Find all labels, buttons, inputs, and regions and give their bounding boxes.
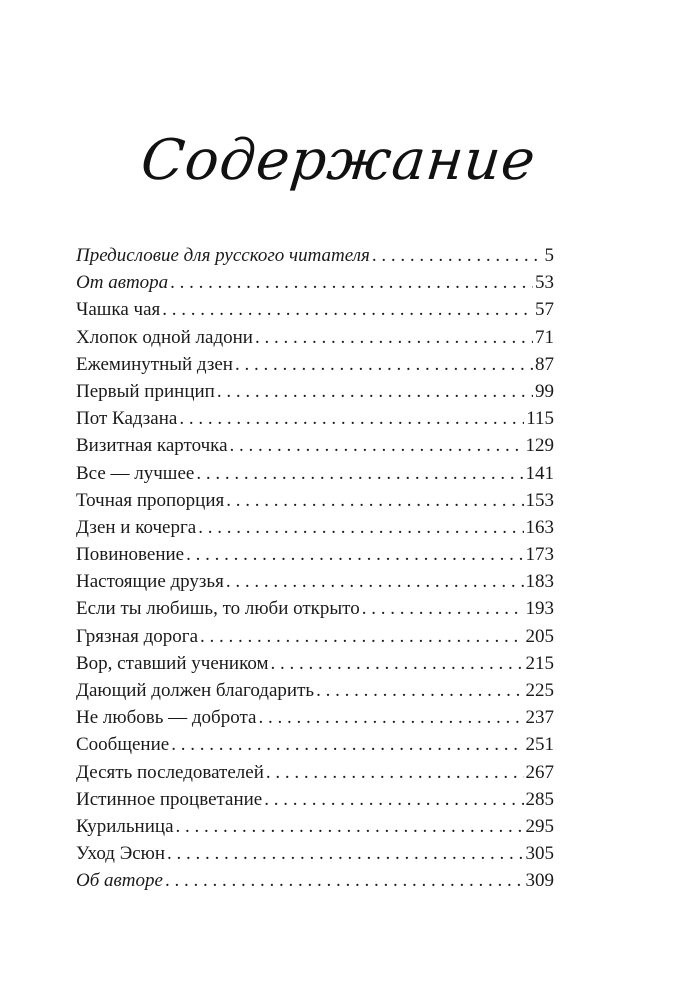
toc-entry[interactable] (76, 759, 554, 786)
toc-entry[interactable] (76, 731, 554, 758)
toc-entry-page-number: 5 (544, 245, 554, 266)
toc-entry-page-number: 205 (525, 625, 554, 647)
toc-entry-page-number: 71 (535, 326, 554, 348)
toc-entry[interactable] (76, 269, 554, 296)
toc-entry-page-number: 99 (535, 380, 554, 402)
toc-entry[interactable] (76, 650, 554, 677)
toc-entry-page-number: 53 (535, 272, 554, 294)
toc-entry-page-number: 295 (525, 815, 554, 837)
toc-entry-title: Ежеминутный дзен (76, 353, 233, 375)
dot-leader (316, 677, 523, 704)
dot-leader (372, 242, 543, 269)
dot-leader (176, 813, 524, 840)
dot-leader (198, 514, 523, 541)
toc-entry-title: Грязная дорога (76, 625, 199, 647)
toc-entry[interactable] (76, 867, 554, 894)
toc-entry-title: Предисловие для русского читателя (76, 245, 370, 266)
toc-entry[interactable] (76, 813, 554, 840)
dot-leader (226, 568, 524, 595)
toc-entry-page-number: 173 (525, 544, 554, 566)
dot-leader (179, 405, 524, 432)
dot-leader (196, 460, 523, 487)
toc-entry[interactable] (76, 242, 554, 269)
toc-entry-title: Визитная карточка (76, 435, 228, 457)
toc-entry-title: Сообщение (76, 734, 170, 756)
toc-entry-page-number: 305 (525, 843, 554, 865)
toc-entry-page-number: 251 (525, 734, 554, 756)
dot-leader (362, 595, 524, 622)
toc-entry[interactable] (76, 487, 554, 514)
toc-entry-page-number: 115 (526, 408, 554, 430)
toc-entry[interactable] (76, 514, 554, 541)
toc-entry-page-number: 267 (525, 761, 554, 783)
dot-leader (171, 731, 523, 758)
toc-entry-title: Истинное процветание (76, 788, 263, 810)
dot-leader (186, 541, 523, 568)
toc-entry-title: Повиновение (76, 544, 185, 566)
dot-leader (255, 324, 533, 351)
toc-entry[interactable] (76, 786, 554, 813)
toc-entry[interactable] (76, 568, 554, 595)
toc-entry-page-number: 57 (535, 299, 554, 321)
toc-entry-page-number: 285 (525, 788, 554, 810)
toc-entry-page-number: 163 (525, 516, 554, 538)
toc-entry-page-number: 237 (525, 707, 554, 729)
toc-entry[interactable] (76, 677, 554, 704)
toc-entry-title: От автора (76, 272, 169, 294)
toc-entry-title: Первый принцип (76, 380, 215, 402)
toc-entry-title: Курильница (76, 815, 174, 837)
toc-entry-title: Уход Эсюн (76, 843, 166, 865)
dot-leader (264, 786, 523, 813)
toc-entry-page-number: 183 (525, 571, 554, 593)
toc-entry-title: Точная пропорция (76, 489, 225, 511)
toc-entry[interactable] (76, 296, 554, 323)
toc-entry-title: Об авторе (76, 870, 163, 892)
dot-leader (258, 704, 523, 731)
toc-entry-page-number: 141 (525, 462, 554, 484)
dot-leader (230, 432, 524, 459)
dot-leader (200, 623, 523, 650)
page-title: Содержание (137, 128, 540, 193)
toc-entry-title: Дающий должен благодарить (76, 680, 315, 701)
toc-entry[interactable] (76, 432, 554, 459)
toc-entry-title: Настоящие друзья (76, 571, 224, 593)
dot-leader (167, 840, 523, 867)
dot-leader (235, 351, 533, 378)
dot-leader (165, 867, 524, 894)
toc-entry-title: Все — лучшее (76, 462, 195, 484)
toc-entry-title: Хлопок одной ладони (76, 326, 253, 348)
dot-leader (271, 650, 524, 677)
toc-entry[interactable] (76, 324, 554, 351)
toc-entry[interactable] (76, 840, 554, 867)
toc-entry-title: Чашка чая (76, 299, 161, 321)
toc-entry-title: Пот Кадзана (76, 408, 178, 430)
toc-entry-title: Дзен и кочерга (76, 516, 197, 538)
dot-leader (170, 269, 533, 296)
toc-entry-title: Если ты любишь, то люби открыто (76, 598, 360, 620)
toc-entry[interactable] (76, 704, 554, 731)
toc-entry[interactable] (76, 351, 554, 378)
toc-entry[interactable] (76, 623, 554, 650)
toc-entry[interactable] (76, 595, 554, 622)
toc-entry-page-number: 309 (525, 870, 554, 892)
toc-entry-page-number: 215 (525, 652, 554, 674)
toc-entry[interactable] (76, 460, 554, 487)
toc-entry[interactable] (76, 405, 554, 432)
table-of-contents (76, 242, 554, 895)
toc-entry[interactable] (76, 378, 554, 405)
dot-leader (226, 487, 523, 514)
toc-entry-title: Вор, ставший учеником (76, 652, 269, 674)
toc-entry-title: Не любовь — доброта (76, 707, 257, 729)
dot-leader (162, 296, 533, 323)
toc-entry[interactable] (76, 541, 554, 568)
toc-entry-page-number: 129 (525, 435, 554, 457)
toc-entry-page-number: 153 (525, 489, 554, 511)
dot-leader (217, 378, 533, 405)
toc-entry-page-number: 225 (525, 680, 554, 701)
dot-leader (266, 759, 524, 786)
toc-entry-title: Десять последователей (76, 761, 264, 783)
toc-entry-page-number: 193 (525, 598, 554, 620)
toc-entry-page-number: 87 (535, 353, 554, 375)
